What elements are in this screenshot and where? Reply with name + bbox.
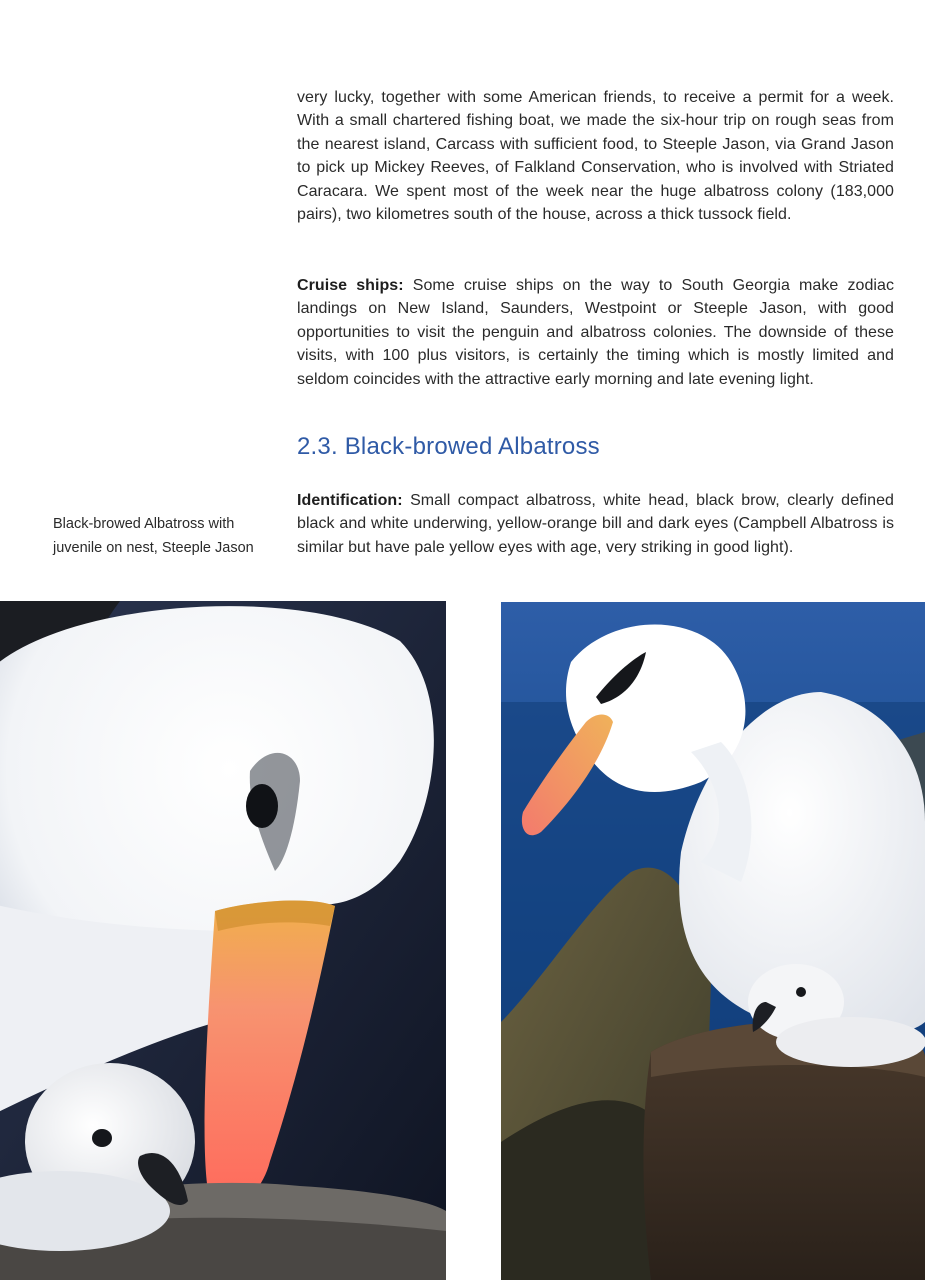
body-paragraph-cruise-ships bbox=[297, 274, 894, 391]
cruise-ships-label: Cruise ships: bbox=[297, 277, 404, 294]
photo-albatross-closeup bbox=[0, 601, 446, 1280]
identification-text: Small compact albatross, white head, black brow, clearly defined black and white underwing, yellow-orange bill and dark eyes (Campbell Albatross is similar but have pale yellow eyes with age, very striking in good light). bbox=[297, 492, 894, 556]
photo-albatross-on-nest bbox=[501, 602, 925, 1280]
section-heading: 2.3. Black-browed Albatross bbox=[297, 433, 600, 460]
identification-label: Identification: bbox=[297, 492, 403, 509]
albatross-closeup-illustration bbox=[0, 601, 446, 1280]
body-paragraph-permit: very lucky, together with some American friends, to receive a permit for a week. With a small chartered fishing boat, we made the six-hour trip on rough seas from the nearest island, Carcass with sufficient food, to Steeple Jason, via Grand Jason to pick up Mickey Reeves, of Falkland Conservation, who is involved with Striated Caracara. We spent most of the week near the huge albatross colony (183,000 pairs), two kilometres south of the house, across a thick tussock field. bbox=[297, 89, 894, 224]
photo-caption: Black-browed Albatross with juvenile on nest, Steeple Jason bbox=[53, 516, 254, 556]
body-paragraph-identification bbox=[297, 489, 894, 559]
albatross-nest-illustration bbox=[501, 602, 925, 1280]
cruise-ships-text: Some cruise ships on the way to South Georgia make zodiac landings on New Island, Saunders, Westpoint or Steeple Jason, with good opportunities to visit the penguin and albatross colonies. The downside of these visits, with 100 plus visitors, is certainly the timing which is mostly limited and seldom coincides with the attractive early morning and late evening light. bbox=[297, 277, 895, 388]
